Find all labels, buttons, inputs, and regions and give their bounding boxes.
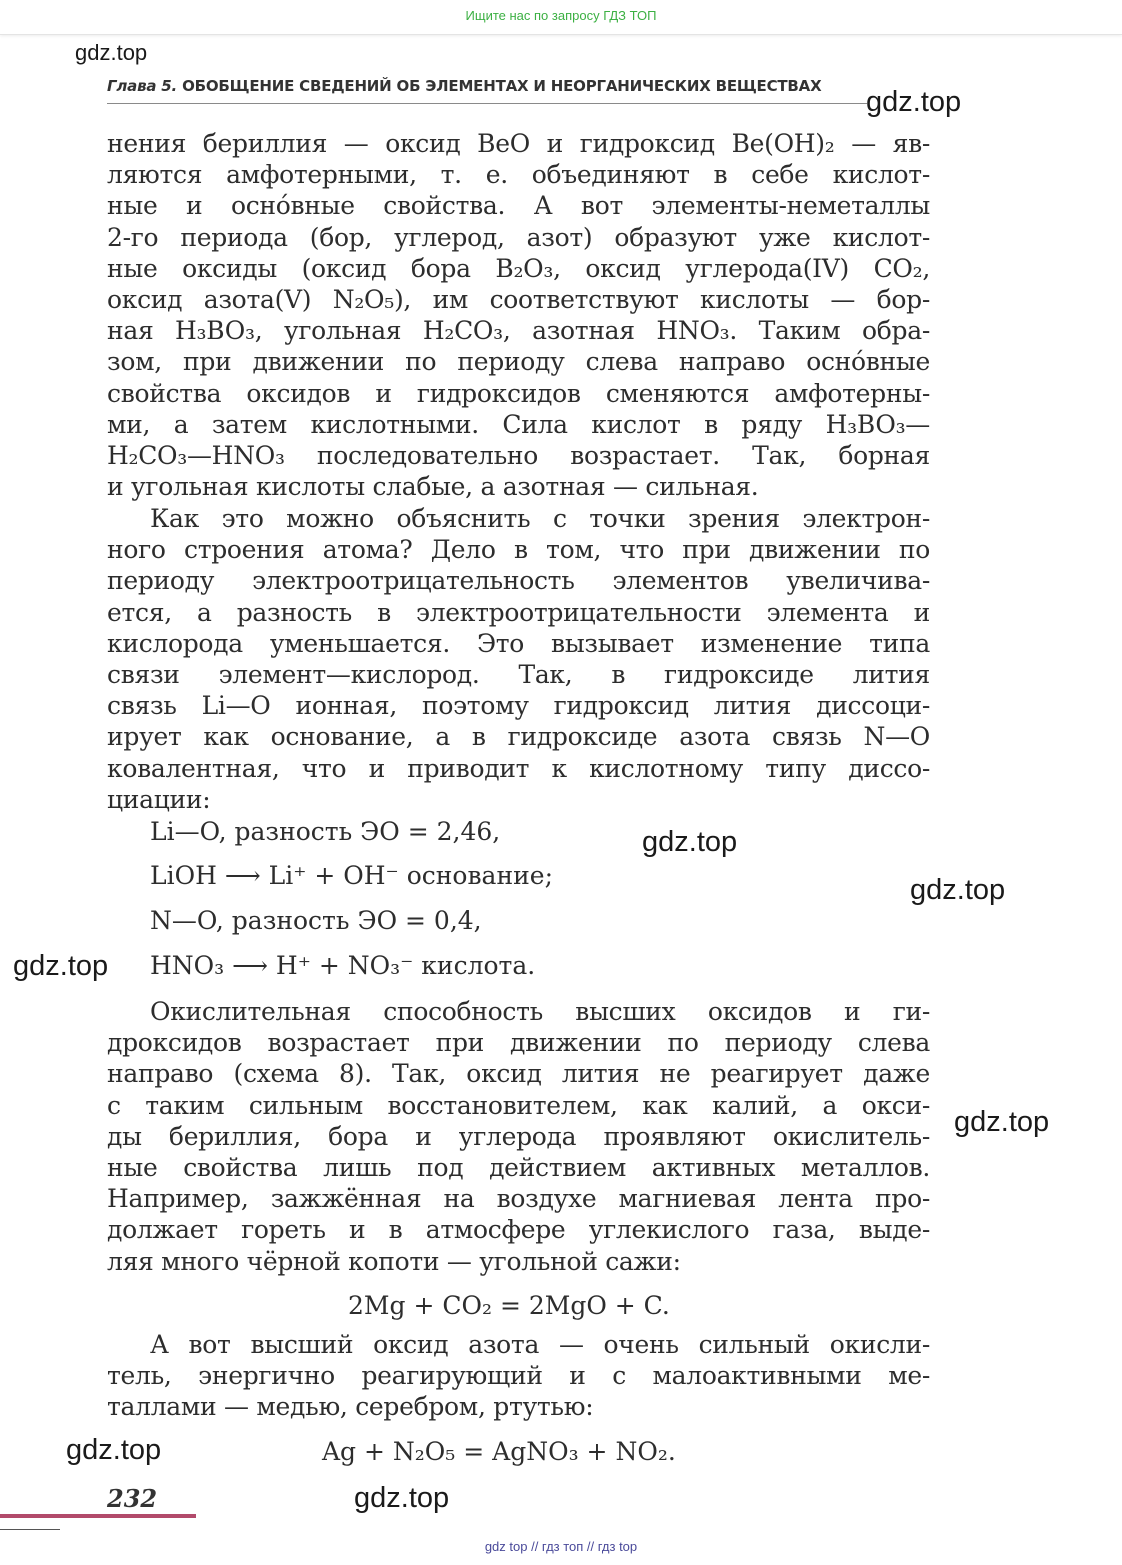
text-line: направо (схема 8). Так, оксид лития не реагирует даже: [107, 1059, 930, 1089]
text-line: ные оксиды (оксид бора B₂O₃, оксид углерода(IV) CO₂,: [107, 253, 930, 283]
text-line: ирует как основание, а в гидроксиде азота связь N—O: [107, 722, 930, 752]
text-line: Окислительная способность высших оксидов и ги-: [150, 997, 930, 1026]
reaction-mg-co2: 2Mg + CO₂ = 2MgO + C.: [348, 1291, 670, 1320]
text-line: оксид азота(V) N₂O₅), им соответствуют кислоты — бор-: [107, 285, 930, 314]
footer-links[interactable]: gdz top // гдз топ // гдз top: [484, 1539, 638, 1554]
chapter-title: ОБОБЩЕНИЕ СВЕДЕНИЙ ОБ ЭЛЕМЕНТАХ И НЕОРГАНИЧЕСКИХ ВЕЩЕСТВАХ: [182, 77, 822, 95]
text-line: периоду электроотрицательность элементов увеличива-: [107, 566, 930, 596]
chapter-number: Глава 5.: [107, 77, 178, 95]
text-line: 2-го периода (бор, углерод, азот) образуют уже кислот-: [107, 222, 930, 252]
text-line: и угольная кислоты слабые, а азотная — сильная.: [107, 472, 759, 502]
reaction-ag-n2o5: Ag + N₂O₅ = AgNO₃ + NO₂.: [322, 1437, 676, 1466]
watermark: gdz.top: [954, 1106, 1050, 1138]
text-line: должает гореть и в атмосфере углекислого газа, выде-: [107, 1215, 930, 1245]
text-line: ные свойства лишь под действием активных металлов.: [107, 1153, 930, 1182]
text-line: ляются амфотерными, т. е. объединяют в себе кислот-: [107, 160, 930, 190]
equation-4: HNO₃ ⟶ H⁺ + NO₃⁻ кислота.: [150, 951, 536, 980]
text-line: ного строения атома? Дело в том, что при движении по: [107, 535, 930, 565]
watermark: gdz.top: [642, 826, 738, 858]
watermark: gdz.top: [910, 874, 1006, 906]
text-line: ковалентная, что и приводит к кислотному типу диссо-: [107, 753, 930, 783]
text-line: с таким сильным восстановителем, как калий, а окси-: [107, 1090, 930, 1120]
equation-2: LiOH ⟶ Li⁺ + OH⁻ основание;: [150, 861, 553, 890]
text-line: дроксидов возрастает при движении по периоду слева: [107, 1028, 930, 1058]
bottom-divider: [0, 1529, 60, 1530]
watermark: gdz.top: [66, 1434, 162, 1466]
watermark: gdz.top: [13, 950, 109, 982]
text-line: кислорода уменьшается. Это вызывает изменение типа: [107, 628, 930, 658]
top-banner-link[interactable]: Ищите нас по запросу ГДЗ ТОП: [465, 8, 657, 23]
text-line: тель, энергично реагирующий и с малоактивными ме-: [107, 1361, 930, 1391]
watermark: gdz.top: [75, 40, 148, 65]
text-line: связь Li—O ионная, поэтому гидроксид лития диссоци-: [107, 691, 930, 721]
text-line: ляя много чёрной копоти — угольной сажи:: [107, 1246, 681, 1276]
text-line: таллами — медью, серебром, ртутью:: [107, 1392, 594, 1422]
page-number: 232: [107, 1484, 158, 1513]
bottom-accent-line: [0, 1514, 196, 1518]
equation-3: N—O, разность ЭО = 0,4,: [150, 906, 482, 935]
text-line: H₂CO₃—HNO₃ последовательно возрастает. Так, борная: [107, 441, 930, 470]
text-line: Например, зажжённая на воздухе магниевая лента про-: [107, 1184, 930, 1214]
text-line: ми, а затем кислотными. Сила кислот в ряду H₃BO₃—: [107, 409, 930, 439]
chapter-header: [107, 77, 867, 104]
text-line: ные и оснóвные свойства. А вот элементы-неметаллы: [107, 191, 930, 221]
top-banner-bar: [0, 0, 1122, 35]
text-line: циации:: [107, 784, 211, 814]
text-line: ды бериллия, бора и углерода проявляют окислитель-: [107, 1121, 930, 1151]
text-line: Как это можно объяснить с точки зрения электрон-: [150, 504, 930, 533]
text-line: зом, при движении по периоду слева направо оснóвные: [107, 347, 930, 377]
watermark: gdz.top: [354, 1482, 450, 1514]
text-line: нения бериллия — оксид BeO и гидроксид Be(OH)₂ — яв-: [107, 129, 930, 158]
text-line: А вот высший оксид азота — очень сильный окисли-: [150, 1330, 930, 1359]
text-line: свойства оксидов и гидроксидов сменяются амфотерны-: [107, 378, 930, 408]
text-line: ется, а разность в электроотрицательности элемента и: [107, 597, 930, 627]
equation-1: Li—O, разность ЭО = 2,46,: [150, 817, 501, 846]
watermark: gdz.top: [866, 86, 962, 118]
text-line: ная H₃BO₃, угольная H₂CO₃, азотная HNO₃. Таким обра-: [107, 316, 930, 346]
text-line: связи элемент—кислород. Так, в гидроксиде лития: [107, 660, 930, 689]
